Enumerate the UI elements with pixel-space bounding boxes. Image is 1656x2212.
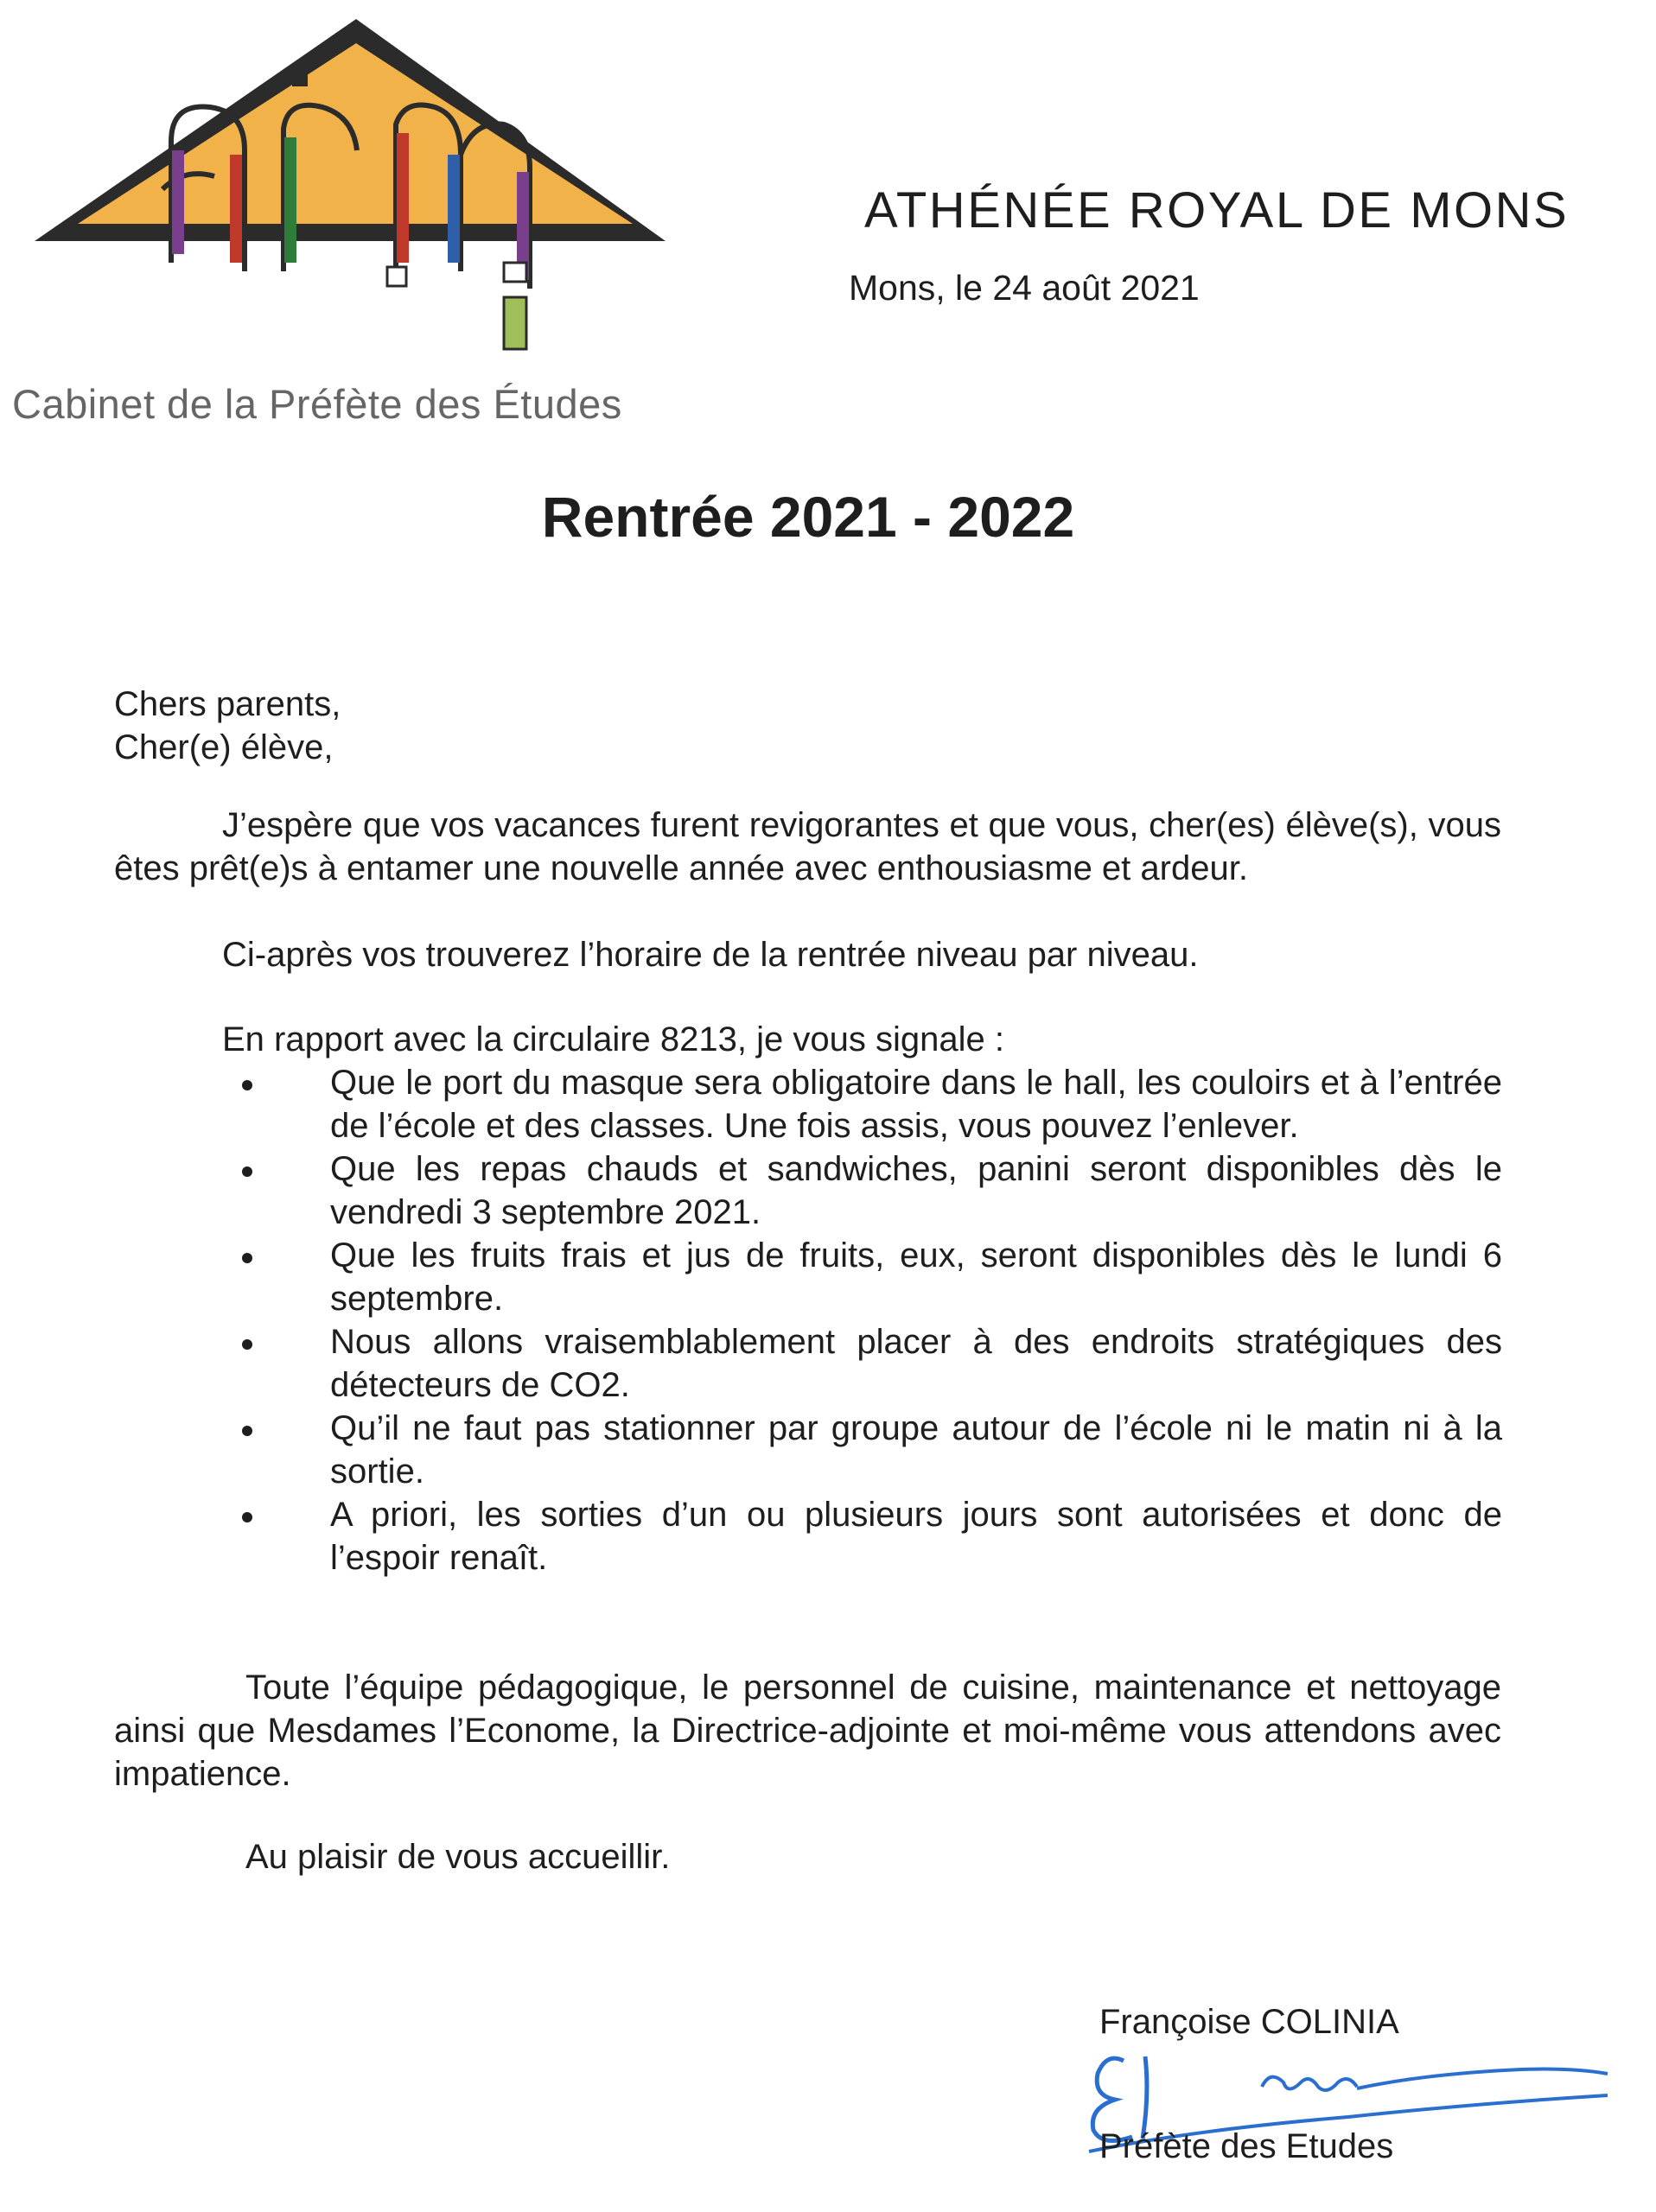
signatory-name: Françoise COLINIA <box>1099 2003 1399 2041</box>
list-item <box>242 1234 1502 1320</box>
greeting-students: Cher(e) élève, <box>114 728 334 766</box>
bullet-icon <box>242 1166 252 1177</box>
bullet-icon <box>242 1253 252 1263</box>
school-logo <box>24 12 672 366</box>
paragraph-vacances: J’espère que vos vacances furent revigorantes et que vous, cher(es) élève(s), vous êtes prêt(e)s à entamer une nouvelle année avec enthousiasme et ardeur. <box>114 806 1501 887</box>
bullet-icon <box>242 1426 252 1436</box>
paragraph-circulaire: En rapport avec la circulaire 8213, je vous signale : <box>222 1020 1004 1058</box>
list-item <box>242 1320 1502 1407</box>
signatory-role: Préfète des Etudes <box>1099 2127 1394 2165</box>
greeting-parents: Chers parents, <box>114 685 341 723</box>
closing-line: Au plaisir de vous accueillir. <box>245 1838 671 1876</box>
list-item <box>242 1407 1502 1493</box>
list-item-text: Que le port du masque sera obligatoire dans le hall, les couloirs et à l’entrée de l’école et des classes. Une fois assis, vous pouvez l’enlever. <box>330 1064 1502 1145</box>
bullet-icon <box>242 1339 252 1350</box>
list-item-text: Que les repas chauds et sandwiches, panini seront disponibles dès le vendredi 3 septembre 2021. <box>330 1150 1502 1231</box>
date-line: Mons, le 24 août 2021 <box>849 268 1200 308</box>
greeting <box>114 683 1497 769</box>
list-item <box>242 1061 1502 1147</box>
bullet-icon <box>242 1512 252 1522</box>
list-item-text: Qu’il ne faut pas stationner par groupe autour de l’école ni le matin ni à la sortie. <box>330 1409 1502 1491</box>
list-item <box>242 1493 1502 1580</box>
letter-title: Rentrée 2021 - 2022 <box>541 485 1075 549</box>
school-name: ATHÉNÉE ROYAL DE MONS <box>864 182 1570 238</box>
paragraph-equipe: Toute l’équipe pédagogique, le personnel de cuisine, maintenance et nettoyage ainsi que Mesdames l’Econome, la Directrice-adjointe et moi-même vous attendons avec impatience. <box>114 1669 1501 1793</box>
paragraph-horaire: Ci-après vos trouverez l’horaire de la rentrée niveau par niveau. <box>222 936 1199 974</box>
list-item-text: Que les fruits frais et jus de fruits, eux, seront disponibles dès le lundi 6 septembre. <box>330 1236 1502 1318</box>
list-item-text: A priori, les sorties d’un ou plusieurs jours sont autorisées et donc de l’espoir renaît. <box>330 1496 1502 1577</box>
bullet-icon <box>242 1080 252 1090</box>
rules-list <box>242 1061 1502 1580</box>
list-item-text: Nous allons vraisemblablement placer à des endroits stratégiques des détecteurs de CO2. <box>330 1323 1502 1404</box>
list-item <box>242 1147 1502 1234</box>
cabinet-label: Cabinet de la Préfète des Études <box>12 381 622 427</box>
